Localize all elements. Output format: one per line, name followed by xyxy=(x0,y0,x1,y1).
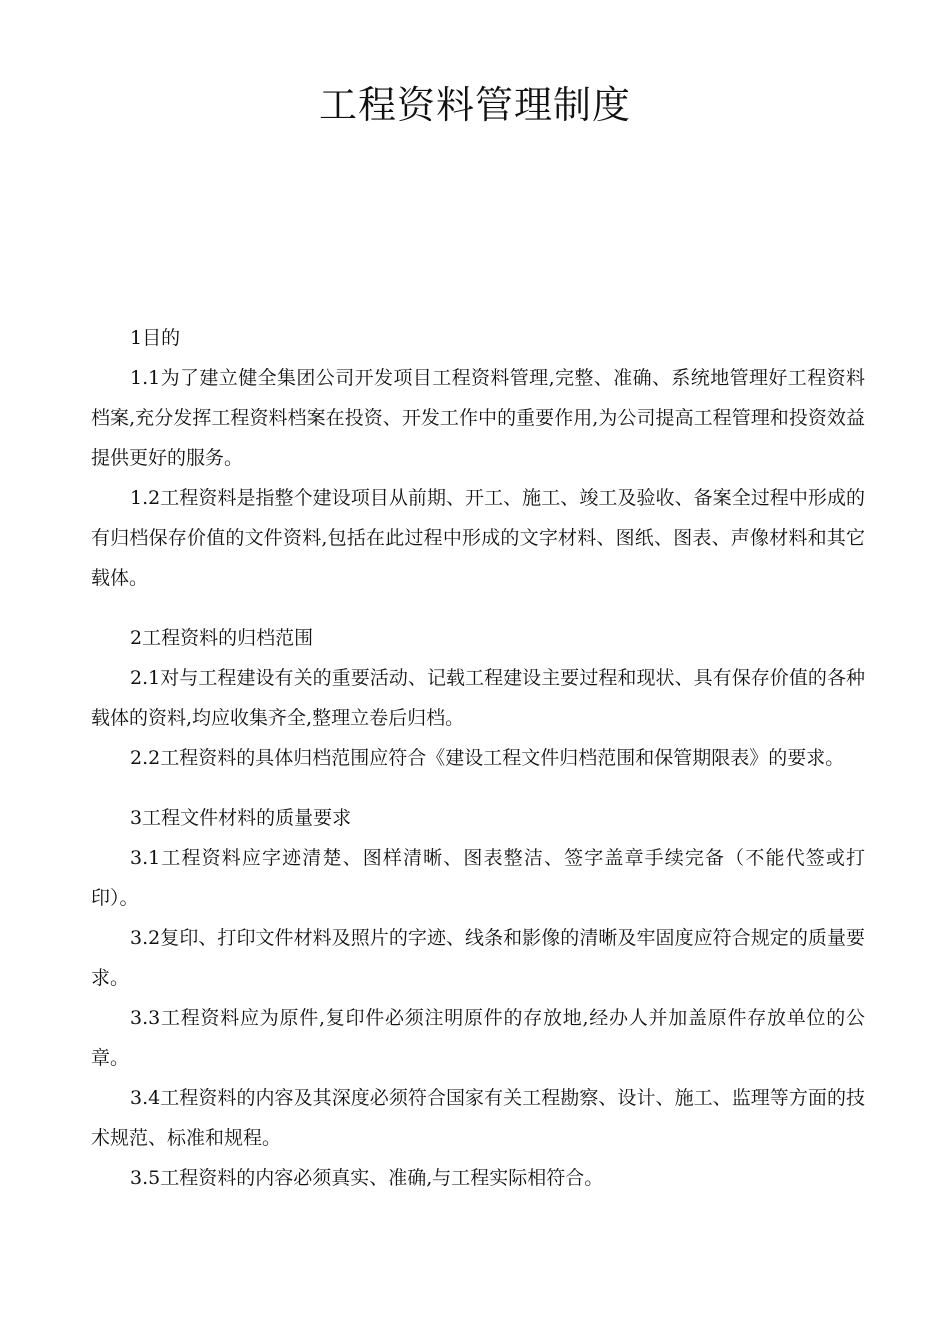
section-spacer xyxy=(91,598,865,618)
section-purpose xyxy=(91,318,865,598)
section-spacer xyxy=(91,778,865,798)
paragraph: 3.4工程资料的内容及其深度必须符合国家有关工程勘察、设计、施工、监理等方面的技术规范、标准和规程。 xyxy=(91,1087,865,1149)
paragraph: 3.2复印、打印文件材料及照片的字迹、线条和影像的清晰及牢固度应符合规定的质量要求。 xyxy=(91,927,865,989)
paragraph: 2.2工程资料的具体归档范围应符合《建设工程文件归档范围和保管期限表》的要求。 xyxy=(130,747,845,769)
section-heading: 3工程文件材料的质量要求 xyxy=(130,807,352,829)
paragraph: 2.1对与工程建设有关的重要活动、记载工程建设主要过程和现状、具有保存价值的各种载体的资料,均应收集齐全,整理立卷后归档。 xyxy=(91,667,865,729)
section-quality-requirements xyxy=(91,798,865,1198)
document-body xyxy=(91,318,865,1198)
paragraph: 3.3工程资料应为原件,复印件必须注明原件的存放地,经办人并加盖原件存放单位的公章。 xyxy=(91,1007,865,1069)
paragraph: 1.1为了建立健全集团公司开发项目工程资料管理,完整、准确、系统地管理好工程资料档案,充分发挥工程资料档案在投资、开发工作中的重要作用,为公司提高工程管理和投资效益提供更好的服务。 xyxy=(91,367,865,469)
paragraph: 3.1工程资料应字迹清楚、图样清晰、图表整洁、签字盖章手续完备（不能代签或打印）。 xyxy=(91,847,865,909)
page-title: 工程资料管理制度 xyxy=(318,83,631,127)
section-heading: 2工程资料的归档范围 xyxy=(130,627,314,649)
section-heading: 1目的 xyxy=(130,327,181,349)
section-archive-scope xyxy=(91,618,865,778)
paragraph: 1.2工程资料是指整个建设项目从前期、开工、施工、竣工及验收、备案全过程中形成的有归档保存价值的文件资料,包括在此过程中形成的文字材料、图纸、图表、声像材料和其它载体。 xyxy=(91,487,865,589)
paragraph: 3.5工程资料的内容必须真实、准确,与工程实际相符合。 xyxy=(130,1167,604,1189)
